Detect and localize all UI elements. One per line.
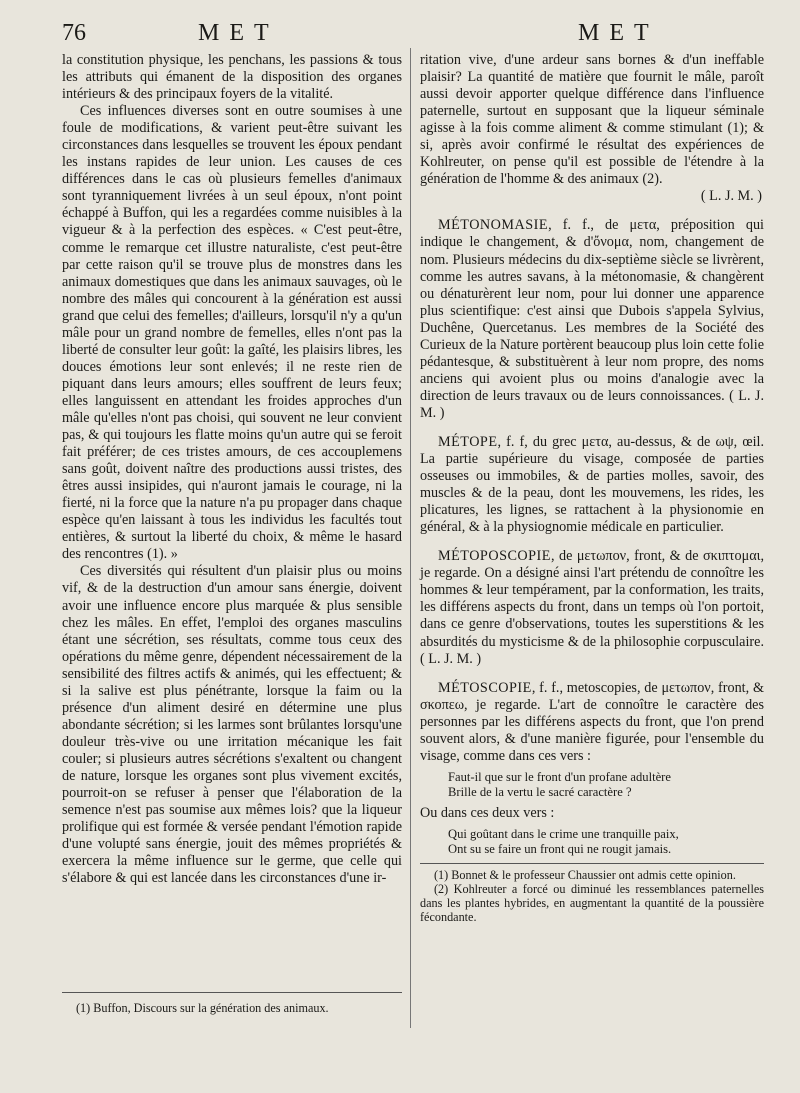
entry-headword: MÉTOPE (438, 433, 498, 450)
entry-headword: MÉTONOMASIE (438, 217, 549, 234)
footnote-rule (62, 992, 402, 993)
verse-intro: Ou dans ces deux vers : (420, 804, 555, 821)
paragraph: Ces influences diverses sont en outre soumises à une foule de modifications, & varient peut-être suivant les circonstances dans lesquelles se trouvent les époux pendant les instans rapides de leur union. Les causes de ces différences dans le cas où plusieurs femelles d'animaux sont tyranniquement livrées à un seul époux, n'ont point échappé à Buffon, qui les a regardées comme nuisibles à la vigueur & à la perfection des espèces. « C'est peut-être, comme le remarque cet illustre naturaliste, c'est peut-être par cette raison qu'il se trouve plus de monstres dans les animaux domestiques que dans les animaux sauvages, où le nombre des mâles qui concourent à la génération est aussi grand que celui des femelles; d'ailleurs, lorsqu'il n'y a qu'un mâle pour un grand nombre de femelles, elles n'ont pas la liberté de consulter leur goût: la gaîté, les plaisirs libres, les douces émotions leur sont enlevés; il ne reste rien de piquant dans leurs amours; elles souffrent de leurs feux; elles languissent en attendant les froides approches d'un mâle qu'elles n'ont pas choisi, qui souvent ne leur convient pas, & qui toujours les flatte moins qu'un autre qui se feroit fait préférer; de ces tristes amours, de ces accouplemens sans goût, doivent naître des productions aussi tristes, des êtres aussi insipides, qui n'auront jamais le courage, ni la fierté, ni la force que la nature n'a pu propager dans chaque espèce qu'en laissant à tous les individus les facultés tout entières, & surtout la liberté du choix, & même le hasard des rencontres (1). » (62, 103, 402, 563)
verse-line: Faut-il que sur le front d'un profane adultère (448, 769, 671, 784)
entry-metoposcopie (420, 548, 764, 667)
paragraph: ritation vive, d'une ardeur sans bornes & d'un ineffable plaisir? La quantité de matière que fournit le mâle, paroît aussi devoir apporter quelque différence dans l'influence paternelle, surtout en supposant que la liqueur séminale agisse à la fois comme aliment & comme stimulant (1); & si, après avoir confirmé le résultat des expériences de Kohlreuter, on pense qu'il est possible de l'étendre à la génération de l'homme & des animaux (2). (420, 52, 764, 188)
left-column (62, 52, 402, 887)
paragraph: Ces diversités qui résultent d'un plaisir plus ou moins vif, & de la destruction d'un amour sans énergie, doivent avoir une influence encore plus marquée & plus sensible chez les mâles. En effet, l'emploi des organes masculins étant une sécrétion, ses résultats, comme tous ceux des opérations du même genre, dépendent nécessairement de la sensibilité des filtres actifs & animés, qui les effectuent; & si la salive est plus pénétrante, lorsque la faim ou la présence d'un aliment desiré en détermine une plus abondante sécrétion; si les larmes sont brûlantes lorsqu'une douleur très-vive ou une irritation mécanique les fait couler; si plusieurs autres sécrétions s'exaltent ou changent de nature, lorsque les organes sont plus vivement excités, pourroit-on se refuser à penser que l'élaboration de la semence n'est pas soumise aux mêmes lois? que la liqueur prolifique qui est formée & versée pendant l'émotion rapide d'une volupté sans énergie, jouit des mêmes propriétés & exercera la même influence sur le germe, que celle qui s'élabore & qui est lancée dans les circonstances d'une ir- (62, 563, 402, 887)
running-head-right: MET (578, 20, 659, 46)
entry-headword: MÉTOPOSCOPIE (438, 548, 551, 565)
entry-text: , f. f., metoscopies, de μετωπον, front, & σκοπεω, je regarde. L'art de connoître le caractère des personnes par les différens aspects du front, que l'on prend souvent alors, & d'une manière figurée, pour l'ensemble du visage, comme dans ces vers : (420, 679, 764, 764)
verse-line: Brille de la vertu le sacré caractère ? (448, 784, 632, 799)
verse-line: Ont su se faire un front qui ne rougit jamais. (448, 841, 672, 856)
entry-text: , f. f, du grec μετα, au-dessus, & de ωψ, œil. La partie supérieure du visage, composée de parties osseuses ou immobiles, & de parties molles, savoir, des muscles & de la peau, dont les mouvemens, les rides, les plicatures, les lignes, se rattachent à la physionomie en général, & à la physiognomie médicale en particulier. (420, 433, 764, 536)
entry-metope (420, 434, 764, 536)
entry-metonomasie (420, 217, 764, 422)
footnote-rule (420, 863, 764, 864)
entry-metoscopie (420, 680, 764, 765)
footnote: (2) Kohlreuter a forcé ou diminué les ressemblances paternelles dans les plantes hybrides, en augmentant la quantité de la poussière fécondante. (420, 881, 764, 924)
verse-quotation (448, 770, 764, 800)
entry-text: , f. f., de μετα, préposition qui indique le changement, & d'ὄνομα, nom, changement de nom. Plusieurs médecins du dix-septième siècle se livrèrent, comme les autres savans, à la métonomasie, & changèrent ou dénaturèrent leur nom, pour lui donner une apparence plus scientifique: c'est ainsi que Dubois s'appela Sylvius, Duchêne, Quercetanus. Les membres de la Société des Curieux de la Nature portèrent beaucoup plus loin cette folie pédantesque, & substituèrent à leur nom propre, des noms anciens qui avoient plus ou moins d'analogie avec la direction de leurs travaux ou de leurs connoissances. ( L. J. M. ) (420, 217, 764, 421)
page-number: 76 (62, 20, 86, 46)
footnote: (1) Buffon, Discours sur la génération des animaux. (76, 1001, 329, 1015)
paragraph: la constitution physique, les penchans, les passions & tous les attributs qui émanent de la disposition des organes intérieurs & des principaux foyers de la vitalité. (62, 52, 402, 103)
footnote: (1) Bonnet & le professeur Chaussier ont admis cette opinion. (434, 867, 736, 882)
running-head-left: MET (198, 20, 279, 46)
left-footnotes (62, 992, 402, 1015)
entry-text: , de μετωπον, front, & de σκιπτομαι, je regarde. On a désigné ainsi l'art prétendu de connoître les hommes & leur tempérament, par la conformation, les traits, les différens aspects du front, dans un temps où l'on portoit, dans ce genre d'observations, toutes les superstitions & les absurdités du mysticisme & de la philosophie corpusculaire. ( L. J. M. ) (420, 548, 764, 667)
right-column (420, 52, 764, 924)
page-header (0, 18, 800, 48)
column-divider (410, 48, 411, 1028)
entry-headword: MÉTOSCOPIE (438, 679, 532, 696)
verse-quotation (448, 827, 764, 857)
verse-line: Qui goûtant dans le crime une tranquille paix, (448, 826, 679, 841)
author-signature: ( L. J. M. ) (700, 188, 762, 205)
